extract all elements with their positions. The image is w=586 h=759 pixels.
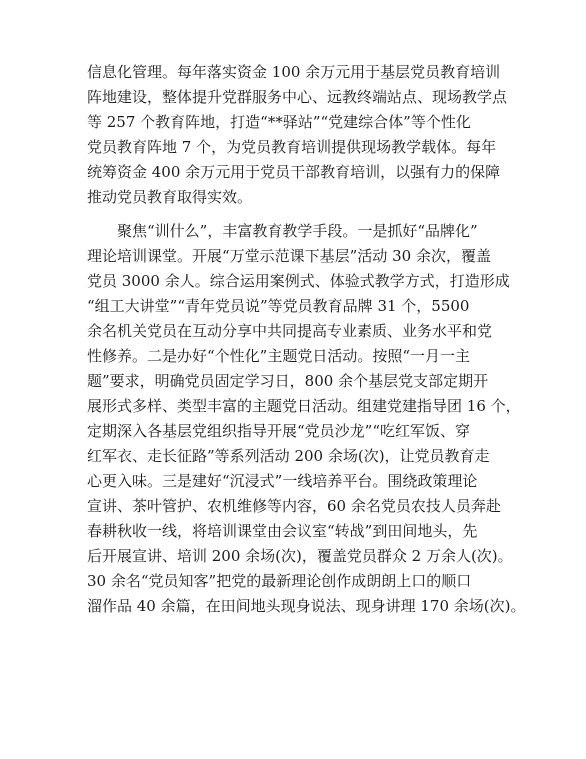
paragraph-line: 余名机关党员在互动分享中共同提高专业素质、业务水平和党 bbox=[87, 322, 493, 340]
paragraph-line: 30 余名“党员知客”把党的最新理论创作成朗朗上口的顺口 bbox=[87, 572, 472, 590]
paragraph-2 bbox=[87, 219, 526, 619]
paragraph-spacer bbox=[87, 210, 507, 219]
paragraph-line: 春耕秋收一线，将培训课堂由会议室“转战”到田间地头，先 bbox=[87, 522, 478, 540]
paragraph-line: 党员教育阵地 7 个，为党员教育培训提供现场教学载体。每年 bbox=[87, 138, 497, 156]
paragraph-line: 党员 3000 余人。综合运用案例式、体验式教学方式，打造形成 bbox=[87, 272, 510, 290]
paragraph-line: 聚焦“训什么”，丰富教育教学手段。一是抓好“品牌化” bbox=[117, 222, 478, 240]
paragraph-line: 阵地建设，整体提升党群服务中心、远教终端站点、现场教学点 bbox=[87, 88, 508, 106]
document-body bbox=[87, 60, 526, 619]
paragraph-line: “组工大讲堂”“青年党员说”等党员教育品牌 31 个，5500 bbox=[87, 297, 470, 315]
paragraph-line: 定期深入各基层党组织指导开展“党员沙龙”“吃红军饭、穿 bbox=[87, 422, 471, 440]
paragraph-line: 心更入味。三是建好“沉浸式”一线培养平台。围绕政策理论 bbox=[87, 472, 478, 490]
paragraph-line: 信息化管理。每年落实资金 100 余万元用于基层党员教育培训 bbox=[87, 63, 501, 81]
paragraph-line: 后开展宣讲、培训 200 余场(次)，覆盖党员群众 2 万余人(次)。 bbox=[87, 547, 513, 565]
paragraph-line: 展形式多样、类型丰富的主题党日活动。组建党建指导团 16 个， bbox=[87, 397, 521, 415]
paragraph-line: 题”要求，明确党员固定学习日，800 余个基层党支部定期开 bbox=[87, 372, 489, 390]
paragraph-1 bbox=[87, 60, 507, 210]
paragraph-line: 等 257 个教育阵地，打造“**驿站”“党建综合体”等个性化 bbox=[87, 113, 471, 131]
paragraph-line: 性修养。二是办好“个性化”主题党日活动。按照“一月一主 bbox=[87, 347, 471, 365]
paragraph-line: 红军衣、走长征路”等系列活动 200 余场(次)，让党员教育走 bbox=[87, 447, 490, 465]
paragraph-line: 溜作品 40 余篇，在田间地头现身说法、现身讲理 170 余场(次)。 bbox=[87, 597, 526, 615]
paragraph-line: 宣讲、茶叶管护、农机维修等内容，60 余名党员农技人员奔赴 bbox=[87, 497, 501, 515]
paragraph-line: 推动党员教育取得实效。 bbox=[87, 188, 253, 206]
paragraph-line: 理论培训课堂。开展“万堂示范课下基层”活动 30 余次，覆盖 bbox=[87, 247, 491, 265]
paragraph-line: 统筹资金 400 余万元用于党员干部教育培训，以强有力的保障 bbox=[87, 163, 501, 181]
